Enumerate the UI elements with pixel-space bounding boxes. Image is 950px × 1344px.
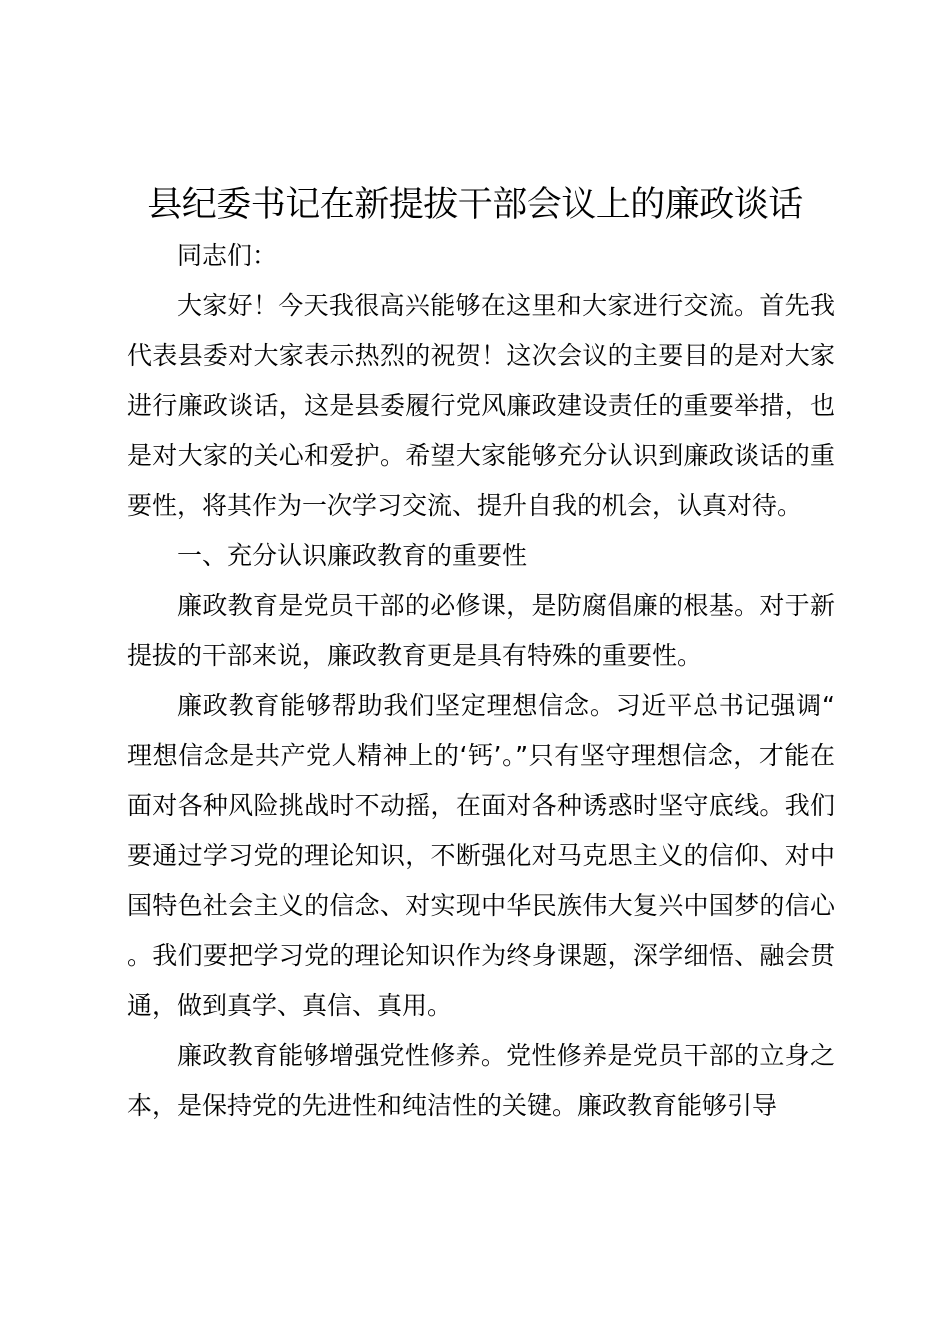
document-body xyxy=(127,231,835,1131)
paragraph: 廉政教育能够帮助我们坚定理想信念。习近平总书记强调“理想信念是共产党人精神上的‘钙’。”只有坚守理想信念，才能在面对各种风险挑战时不动摇，在面对各种诱惑时坚守底线。我们要通过学习党的理论知识，不断强化对马克思主义的信仰、对中国特色社会主义的信念、对实现中华民族伟大复兴中国梦的信心。我们要把学习党的理论知识作为终身课题，深学细悟、融会贯通，做到真学、真信、真用。 xyxy=(127,691,835,1020)
salutation: 同志们： xyxy=(177,241,278,270)
section-heading: 一、充分认识廉政教育的重要性 xyxy=(177,541,528,570)
paragraph: 廉政教育是党员干部的必修课，是防腐倡廉的根基。对于新提拔的干部来说，廉政教育更是具有特殊的重要性。 xyxy=(127,591,835,670)
document-title: 县纪委书记在新提拔干部会议上的廉政谈话 xyxy=(147,185,803,225)
paragraph: 廉政教育能够增强党性修养。党性修养是党员干部的立身之本，是保持党的先进性和纯洁性的关键。廉政教育能够引导 xyxy=(127,1041,835,1120)
paragraph-opening: 大家好！今天我很高兴能够在这里和大家进行交流。首先我代表县委对大家表示热烈的祝贺！这次会议的主要目的是对大家进行廉政谈话，这是县委履行党风廉政建设责任的重要举措，也是对大家的关心和爱护。希望大家能够充分认识到廉政谈话的重要性，将其作为一次学习交流、提升自我的机会，认真对待。 xyxy=(127,291,835,520)
